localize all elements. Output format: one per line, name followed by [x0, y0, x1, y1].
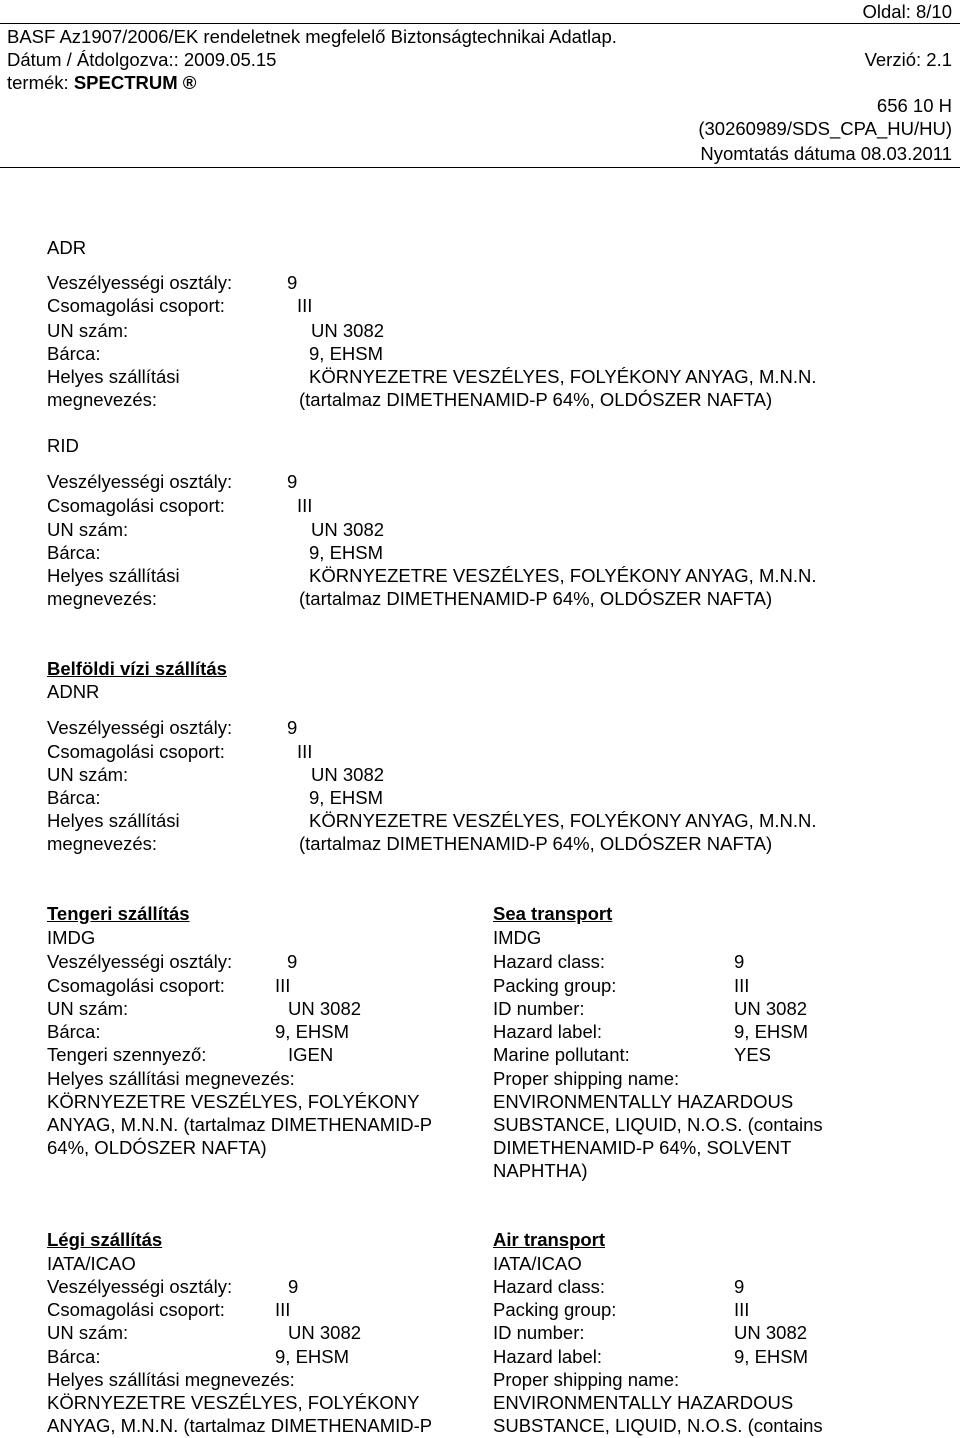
section-title: ADNR: [47, 681, 100, 702]
packing-group-label: Packing group:: [493, 1299, 617, 1320]
shipping-name-label: Proper shipping name:: [493, 1068, 680, 1089]
version: Verzió: 2.1: [864, 49, 952, 70]
un-number-value: UN 3082: [311, 519, 385, 540]
packing-group-value: III: [275, 975, 291, 996]
hazard-label-value: 9, EHSM: [734, 1021, 809, 1042]
hazard-label-value: 9, EHSM: [734, 1346, 809, 1367]
un-number-label: ID number:: [493, 1322, 585, 1343]
shipping-name-line: ENVIRONMENTALLY HAZARDOUS: [493, 1091, 794, 1112]
shipping-name-line: ENVIRONMENTALLY HAZARDOUS: [493, 1392, 794, 1413]
un-number-label: UN szám:: [47, 320, 129, 341]
product-code: 656 10 H: [876, 95, 952, 116]
hazard-label-label: Bárca:: [47, 787, 101, 808]
hazard-class-label: Veszélyességi osztály:: [47, 717, 233, 738]
un-number-label: ID number:: [493, 998, 585, 1019]
marine-pollutant-label: Marine pollutant:: [493, 1044, 630, 1065]
print-date: Nyomtatás dátuma 08.03.2011: [700, 143, 952, 164]
header-top-rule: [0, 23, 960, 24]
shipping-name-line: SUBSTANCE, LIQUID, N.O.S. (contains: [493, 1415, 823, 1436]
un-number-label: UN szám:: [47, 998, 129, 1019]
packing-group-label: Csomagolási csoport:: [47, 1299, 225, 1320]
shipping-name-line: DIMETHENAMID-P 64%, SOLVENT: [493, 1137, 792, 1158]
un-number-label: UN szám:: [47, 1322, 129, 1343]
page-number: Oldal: 8/10: [862, 1, 952, 22]
section-title: IATA/ICAO: [493, 1253, 582, 1274]
shipping-name-value: KÖRNYEZETRE VESZÉLYES, FOLYÉKONY ANYAG, M.N.N.: [309, 366, 817, 387]
shipping-name-label: Helyes szállítási: [47, 366, 180, 387]
hazard-class-value: 9: [287, 951, 298, 972]
shipping-name-line: 64%, OLDÓSZER NAFTA): [47, 1137, 267, 1158]
shipping-name-value: (tartalmaz DIMETHENAMID-P 64%, OLDÓSZER NAFTA): [299, 389, 773, 410]
hazard-class-value: 9: [288, 1276, 299, 1297]
header-bottom-rule: [0, 167, 960, 168]
marine-pollutant-value: IGEN: [288, 1044, 334, 1065]
shipping-name-value: KÖRNYEZETRE VESZÉLYES, FOLYÉKONY ANYAG, M.N.N.: [309, 810, 817, 831]
section-heading: Air transport: [493, 1229, 606, 1250]
product-line: [7, 71, 196, 94]
hazard-class-label: Hazard class:: [493, 951, 606, 972]
packing-group-value: III: [734, 1299, 750, 1320]
shipping-name-label: megnevezés:: [47, 389, 158, 410]
packing-group-label: Packing group:: [493, 975, 617, 996]
hazard-class-value: 9: [287, 272, 298, 293]
shipping-name-label: Helyes szállítási: [47, 810, 180, 831]
regulation-line: BASF Az1907/2006/EK rendeletnek megfelelő Biztonságtechnikai Adatlap.: [7, 26, 617, 47]
shipping-name-line: ANYAG, M.N.N. (tartalmaz DIMETHENAMID-P: [47, 1415, 433, 1436]
shipping-name-line: ANYAG, M.N.N. (tartalmaz DIMETHENAMID-P: [47, 1114, 433, 1135]
section-title: ADR: [47, 237, 87, 258]
hazard-label-value: 9, EHSM: [275, 1346, 350, 1367]
document-id: (30260989/SDS_CPA_HU/HU): [698, 118, 952, 139]
hazard-label-value: 9, EHSM: [309, 787, 384, 808]
section-heading: Légi szállítás: [47, 1229, 163, 1250]
shipping-name-label: Helyes szállítási: [47, 565, 180, 586]
hazard-label-label: Hazard label:: [493, 1021, 603, 1042]
section-title: IMDG: [493, 927, 542, 948]
un-number-label: UN szám:: [47, 519, 129, 540]
revision-date: Dátum / Átdolgozva:: 2009.05.15: [7, 49, 277, 70]
un-number-value: UN 3082: [288, 998, 362, 1019]
packing-group-value: III: [297, 295, 313, 316]
un-number-value: UN 3082: [734, 998, 808, 1019]
hazard-label-value: 9, EHSM: [309, 542, 384, 563]
shipping-name-label: megnevezés:: [47, 588, 158, 609]
packing-group-value: III: [297, 741, 313, 762]
hazard-label-label: Bárca:: [47, 1346, 101, 1367]
marine-pollutant-value: YES: [734, 1044, 772, 1065]
product-prefix: termék:: [7, 72, 74, 93]
un-number-value: UN 3082: [311, 320, 385, 341]
un-number-value: UN 3082: [734, 1322, 808, 1343]
packing-group-value: III: [297, 495, 313, 516]
section-heading: Tengeri szállítás: [47, 903, 190, 924]
product-name: SPECTRUM ®: [73, 72, 197, 93]
hazard-class-label: Hazard class:: [493, 1276, 606, 1297]
hazard-label-value: 9, EHSM: [309, 343, 384, 364]
shipping-name-label: Helyes szállítási megnevezés:: [47, 1068, 295, 1089]
packing-group-label: Csomagolási csoport:: [47, 295, 225, 316]
shipping-name-label: Helyes szállítási megnevezés:: [47, 1369, 295, 1390]
shipping-name-line: KÖRNYEZETRE VESZÉLYES, FOLYÉKONY: [47, 1392, 420, 1413]
packing-group-value: III: [275, 1299, 291, 1320]
shipping-name-line: NAPHTHA): [493, 1160, 588, 1181]
section-heading: Sea transport: [493, 903, 613, 924]
hazard-label-label: Bárca:: [47, 542, 101, 563]
section-heading: Belföldi vízi szállítás: [47, 658, 227, 679]
hazard-class-label: Veszélyességi osztály:: [47, 951, 233, 972]
packing-group-value: III: [734, 975, 750, 996]
hazard-label-value: 9, EHSM: [275, 1021, 350, 1042]
packing-group-label: Csomagolási csoport:: [47, 741, 225, 762]
marine-pollutant-label: Tengeri szennyező:: [47, 1044, 207, 1065]
hazard-class-label: Veszélyességi osztály:: [47, 471, 233, 492]
section-title: IMDG: [47, 927, 96, 948]
un-number-value: UN 3082: [311, 764, 385, 785]
section-title: RID: [47, 435, 79, 456]
shipping-name-label: Proper shipping name:: [493, 1369, 680, 1390]
shipping-name-value: (tartalmaz DIMETHENAMID-P 64%, OLDÓSZER NAFTA): [299, 833, 773, 854]
hazard-label-label: Bárca:: [47, 343, 101, 364]
hazard-class-value: 9: [734, 1276, 745, 1297]
shipping-name-value: (tartalmaz DIMETHENAMID-P 64%, OLDÓSZER NAFTA): [299, 588, 773, 609]
hazard-class-value: 9: [287, 717, 298, 738]
un-number-label: UN szám:: [47, 764, 129, 785]
un-number-value: UN 3082: [288, 1322, 362, 1343]
shipping-name-label: megnevezés:: [47, 833, 158, 854]
hazard-label-label: Bárca:: [47, 1021, 101, 1042]
shipping-name-value: KÖRNYEZETRE VESZÉLYES, FOLYÉKONY ANYAG, M.N.N.: [309, 565, 817, 586]
hazard-class-value: 9: [287, 471, 298, 492]
packing-group-label: Csomagolási csoport:: [47, 495, 225, 516]
section-title: IATA/ICAO: [47, 1253, 136, 1274]
hazard-class-value: 9: [734, 951, 745, 972]
hazard-class-label: Veszélyességi osztály:: [47, 272, 233, 293]
hazard-label-label: Hazard label:: [493, 1346, 603, 1367]
shipping-name-line: KÖRNYEZETRE VESZÉLYES, FOLYÉKONY: [47, 1091, 420, 1112]
packing-group-label: Csomagolási csoport:: [47, 975, 225, 996]
shipping-name-line: SUBSTANCE, LIQUID, N.O.S. (contains: [493, 1114, 823, 1135]
hazard-class-label: Veszélyességi osztály:: [47, 1276, 233, 1297]
